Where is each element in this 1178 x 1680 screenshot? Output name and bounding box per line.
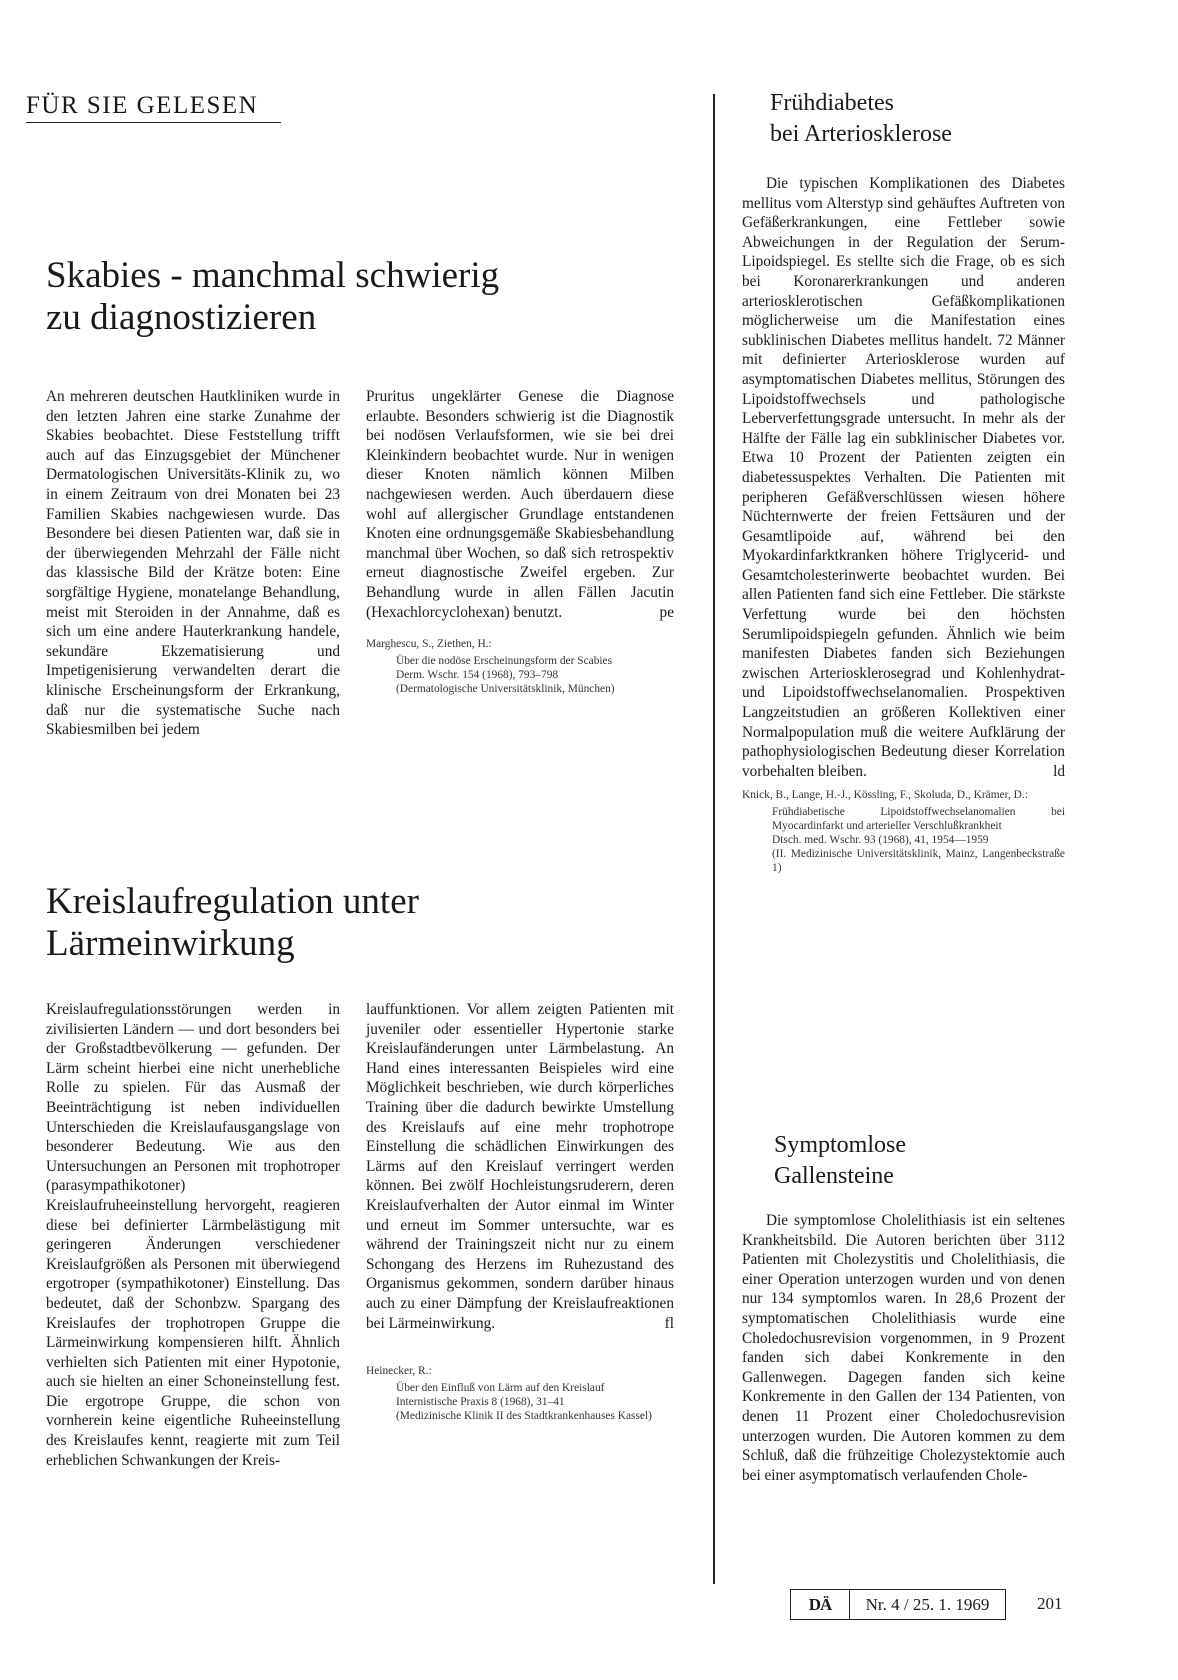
article-3-reference: [742, 788, 1065, 875]
article-4-body: Die symptomlose Cholelithiasis ist ein seltenes Krankheitsbild. Die Autoren berichten über 3112 Patienten mit Cholezystitis und Cholelithiasis, die einer Operation unterzogen wurden und von denen nur 134 symptomlos waren. In 28,6 Prozent der symptomatischen Cholelithiasis wurde eine Choledochusrevision vorgenommen, in 9 Prozent fanden sich dabei Konkremente in den Gallenwegen. Dagegen fanden sich keine Konkremente in den Gallen der 134 Patienten, von denen 11 Prozent einer Choledochusrevision unterzogen wurden. Die Autoren kommen zu dem Schluß, daß die frühzeitige Cholezystektomie auch bei einer asymptomatisch verlaufenden Chole-: [742, 1212, 1065, 1484]
article-2-ref-source: Internistische Praxis 8 (1968), 31–41: [396, 1395, 565, 1408]
article-3-title-line-2: bei Arteriosklerose: [770, 121, 952, 147]
article-3-ref-source: Dtsch. med. Wschr. 93 (1968), 41, 1954—1959: [772, 834, 989, 846]
article-1-title-line-2: zu diagnostizieren: [46, 297, 317, 338]
article-2-ref-title: Über den Einfluß von Lärm auf den Kreislauf: [396, 1381, 605, 1394]
article-2-ref-institution: (Medizinische Klinik II des Stadtkrankenhauses Kassel): [396, 1409, 652, 1422]
article-3-title: [770, 88, 1130, 150]
article-2-column-2-text: lauffunktionen. Vor allem zeigten Patienten mit juveniler oder essentieller Hypertonie starke Kreislaufänderungen unter Lärmbelastung. An Hand eines interessanten Beispieles wird eine Möglichkeit beschrieben, wie durch körperliches Training über die dadurch bewirkte Umstellung des Kreislaufs auf eine mehr trophotrope Einstellung die schädlichen Einwirkungen des Lärms auf den Kreislauf verringert werden können. Bei zwölf Hochleistungsruderern, deren Kreislaufverhalten der Autor einmal im Winter und erneut im Sommer untersuchte, war es während der Trainingszeit nicht nur zu einem Schongang des Herzens im Ruhezustand des Organismus gekommen, sondern darüber hinaus auch zu einer Dämpfung der Kreislaufreaktionen bei Lärmeinwirkung.: [366, 1001, 674, 1332]
article-1-signature: pe: [659, 604, 674, 622]
article-1-ref-authors: Marghescu, S., Ziethen, H.:: [366, 637, 492, 650]
article-1-ref-institution: (Dermatologische Universitätsklinik, München): [396, 682, 615, 695]
article-3-ref-authors: Knick, B., Lange, H.-J., Kössling, F., Skoluda, D., Krämer, D.:: [742, 789, 1028, 801]
article-1-reference: [366, 637, 674, 696]
article-3-column: [742, 174, 1065, 875]
article-1-column-2: [366, 387, 674, 696]
article-3-signature: ld: [1053, 763, 1065, 781]
column-divider: [713, 94, 715, 1584]
article-2-column-2: [366, 1000, 674, 1423]
section-header: FÜR SIE GELESEN: [26, 92, 281, 123]
article-1-ref-source: Derm. Wschr. 154 (1968), 793–798: [396, 668, 559, 681]
article-2-signature: fl: [664, 1315, 674, 1333]
article-2-column-1: Kreislaufregulationsstörungen werden in zivilisierten Ländern — und dort besonders bei der Großstadtbevölkerung — gefunden. Der Lärm scheint hierbei eine nicht unerhebliche Rolle zu spielen. Für das Ausmaß der Beeinträchtigung ist neben individuellen Unterschieden die Kreislaufausgangslage von besonderer Bedeutung. Wie aus den Untersuchungen an Personen mit trophotroper (parasympathikotoner) Kreislaufruheeinstellung hervorgeht, reagieren diese bei definierter Lärmbelästigung mit geringeren Änderungen verschiedener Kreislaufgrößen als Personen mit überwiegend ergotroper (sympathikotoner) Einstellung. Das bedeutet, daß der Schonbzw. Spargang des Kreislaufes der trophotropen Gruppe die Lärmeinwirkung kompensieren hilft. Ähnlich verhielten sich Patienten mit einer Hypotonie, auch sie hielten an einer Schoneinstellung fest. Die ergotrope Gruppe, die schon von vornherein keine eigentliche Ruheeinstellung des Kreislaufes kennt, reagierte mit zum Teil erheblichen Schwankungen der Kreis-: [46, 1001, 340, 1469]
article-2-title-line-1: Kreislaufregulation unter: [46, 881, 419, 922]
footer-issue-box: [790, 1589, 1006, 1620]
article-3-ref-title: Frühdiabetische Lipoidstoffwechselanomalien bei Myocardinfarkt und arterieller Verschlußkrankheit: [772, 806, 1065, 832]
journal-logo: DÄ: [791, 1590, 850, 1619]
page-number: 201: [1037, 1594, 1063, 1613]
article-4-title: [774, 1130, 1134, 1192]
article-2-title: [46, 881, 686, 965]
article-2-reference: [366, 1364, 674, 1423]
issue-info: Nr. 4 / 25. 1. 1969: [865, 1594, 990, 1614]
article-4-title-line-2: Gallensteine: [774, 1163, 894, 1189]
article-4-title-line-1: Symptomlose: [774, 1132, 907, 1158]
article-3-body: Die typischen Komplikationen des Diabetes mellitus vom Alterstyp sind gehäuftes Auftreten von Gefäßerkrankungen, eine Fettleber sowie Abweichungen in der Regulation der Serum-Lipoidspiegel. Es stellte sich die Frage, ob es sich bei Koronarerkrankungen und anderen arteriosklerotischen Gefäßkomplikationen möglicherweise um die Manifestation eines subklinischen Diabetes mellitus handelt. 72 Männer mit definierter Arteriosklerose wurden auf asymptomatischen Diabetes mellitus, Störungen des Lipoidstoffwechsels und pathologische Leberverfettungsgrade untersucht. In mehr als der Hälfte der Fälle lag ein subklinischer Diabetes vor. Etwa 10 Prozent der Patienten zeigten ein diabetessuspektes Verhalten. Die Patienten mit peripheren Gefäßverschlüssen wiesen höhere Nüchternwerte der freien Fettsäuren und der Gesamtlipoide auf, während bei den Myokardinfarktkranken höhere Triglycerid- und Gesamtcholesterinwerte beobachtet wurden. Bei allen Patienten fand sich eine Fettleber. Die stärkste Verfettung wurde bei den höchsten Serumlipoidspiegeln gefunden. Ähnlich wie beim manifesten Diabetes fanden sich Beziehungen zwischen Arteriosklerosegrad und Kohlenhydrat- und Lipoidstoffwechselanomalien. Prospektiven Langzeitstudien an größeren Kollektiven einer Normalpopulation muß die weitere Aufklärung der pathophysiologischen Bedeutung dieser Korrelation vorbehalten bleiben.: [742, 175, 1065, 780]
article-1-title: [46, 255, 686, 339]
article-3-ref-institution: (II. Medizinische Universitätsklinik, Mainz, Langenbeckstraße 1): [772, 848, 1065, 874]
article-1-column-2-text: Pruritus ungeklärter Genese die Diagnose erlaubte. Besonders schwierig ist die Diagnostik bei nodösen Verlaufsformen, wie sie bei drei Kleinkindern beobachtet wurde. Nur in wenigen dieser Knoten nämlich können Milben nachgewiesen werden. Auch überdauern diese wohl auf allergischer Grundlage entstandenen Knoten eine ordnungsgemäße Skabiesbehandlung manchmal über Wochen, so daß sich retrospektiv erneut diagnostische Zweifel ergeben. Zur Behandlung wurde in allen Fällen Jacutin (Hexachlorcyclohexan) benutzt.: [366, 388, 674, 621]
article-1-title-line-1: Skabies - manchmal schwierig: [46, 255, 500, 296]
article-1-ref-title: Über die nodöse Erscheinungsform der Scabies: [396, 654, 613, 667]
article-2-ref-authors: Heinecker, R.:: [366, 1364, 432, 1377]
article-1-column-1: An mehreren deutschen Hautkliniken wurde in den letzten Jahren eine starke Zunahme der Skabies beobachtet. Diese Feststellung trifft auch auf das Einzugsgebiet der Münchener Dermatologischen Universitäts-Klinik zu, wo in einem Zeitraum von drei Monaten bei 23 Familien Skabies nachgewiesen wurde. Das Besondere bei diesen Patienten war, daß sie in der überwiegenden Mehrzahl der Fälle nicht das klassische Bild der Krätze boten: Eine sorgfältige Hygiene, monatelange Behandlung, meist mit Steroiden in der Annahme, daß es sich um eine andere Hauterkrankung handele, sekundäre Ekzematisierung und Impetigenisierung verwandelten derart die klinische Erscheinungsform der Erkrankung, daß nur die systematische Suche nach Skabiesmilben bei jedem: [46, 388, 340, 739]
article-2-title-line-2: Lärmeinwirkung: [46, 923, 295, 964]
article-3-title-line-1: Frühdiabetes: [770, 90, 894, 116]
